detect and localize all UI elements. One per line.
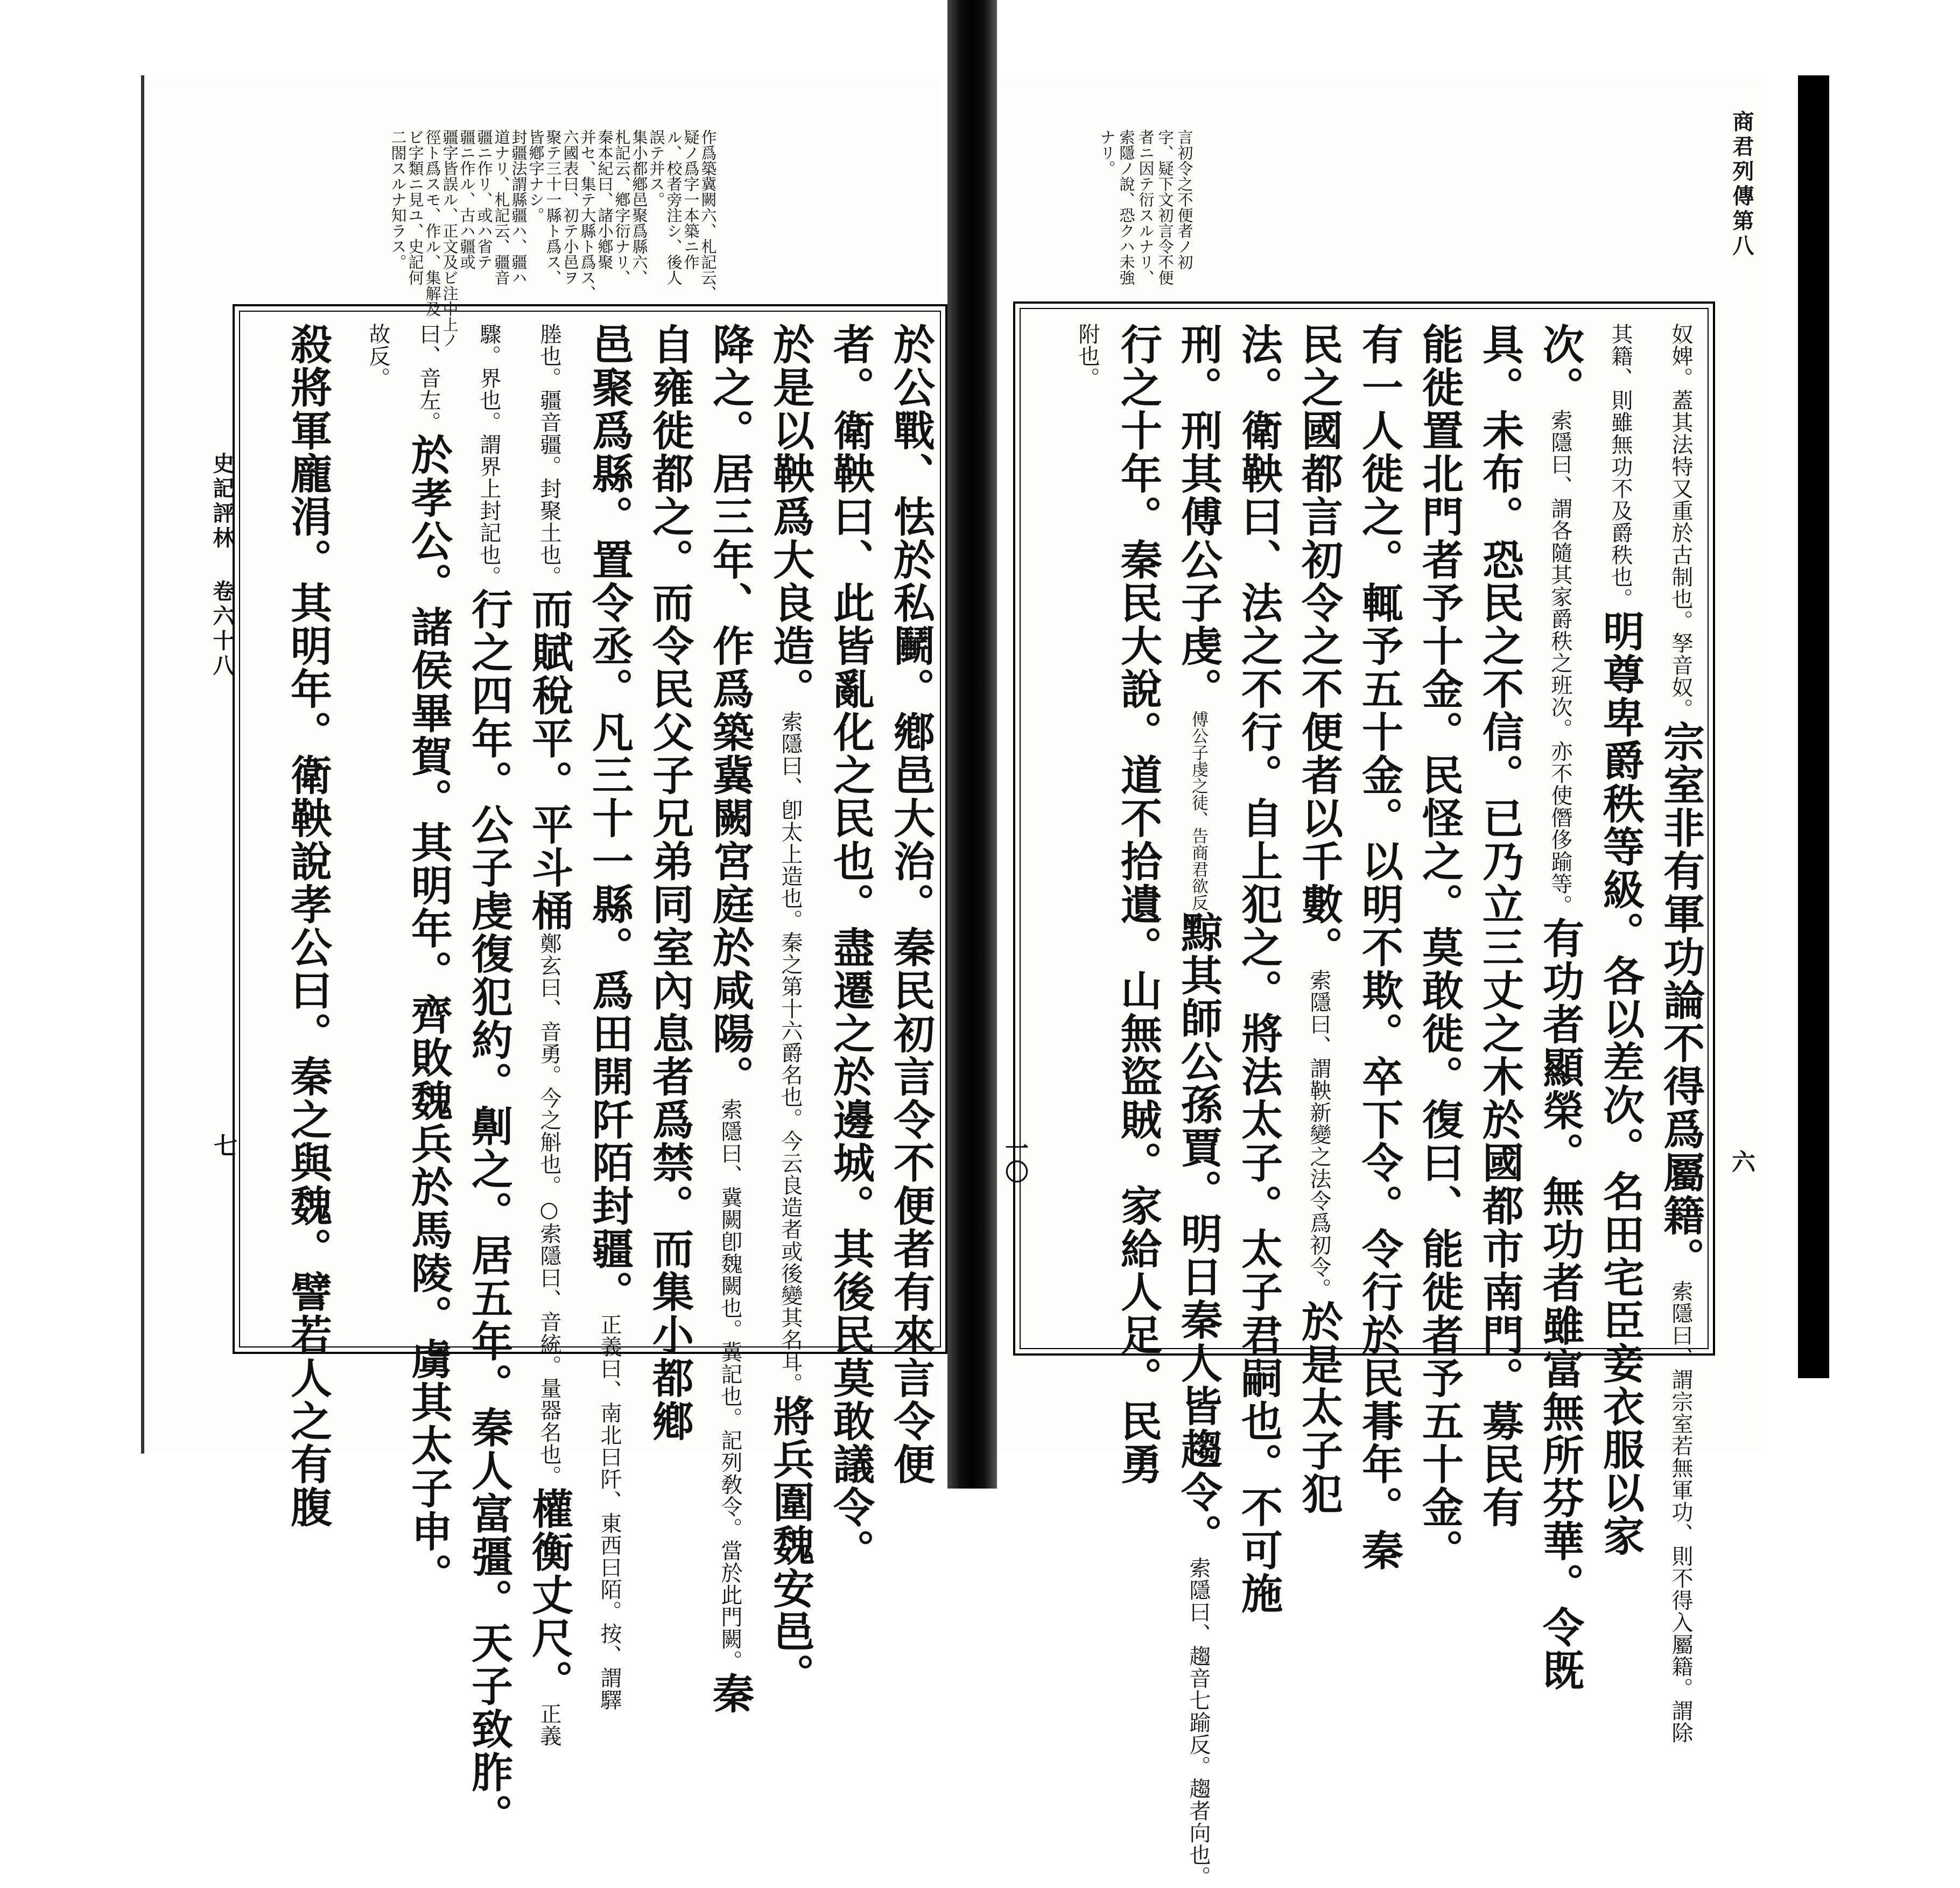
main-text-run: 權衡丈尺。 (525, 1487, 573, 1703)
text-column (340, 323, 389, 1335)
commentary-run: 奴婢。蓋其法特又重於古制也。孥音奴。 (1668, 323, 1693, 720)
main-text-run: 降之。居三年、作爲築冀闕宮庭於咸陽。 (706, 323, 754, 1098)
main-text-run: 刑。刑其傅公子虔。 (1174, 323, 1223, 711)
top-note-line: 封疆法謂縣疆ハ、疆ハ (509, 129, 528, 285)
main-text-run: 有一人徙之。輒予五十金。以明不欺。卒下令。令行於民朞年。秦 (1355, 323, 1403, 1572)
top-note-line: 疆ニ作ル、古ハ疆或 (458, 129, 476, 270)
top-note-line: ビ字類ニ見ユ、史記何 (406, 129, 425, 285)
commentary-run: 其籍、則雖無功不及爵秩也。 (1608, 323, 1633, 610)
top-note-line: 集小都鄕邑聚爲縣六、 (630, 129, 649, 285)
commentary-run: 正義曰、南北曰阡、東西曰陌。按、謂驛 (597, 1314, 622, 1711)
top-note-line: 字、疑下文初言令不便 (1156, 129, 1175, 285)
scan-edge-right (1798, 75, 1829, 1378)
main-text-run: 宗室非有軍功論不得爲屬籍。 (1656, 720, 1705, 1280)
main-text-run: 者。衛鞅曰、此皆亂化之民也。盡遷之於邊城。其後民莫敢議令。 (826, 323, 875, 1572)
right-running-head: 商君列傳第八 (1729, 110, 1754, 259)
top-note-line: 索隱ノ說、恐クハ未強 (1117, 129, 1136, 285)
commentary-run: 索隱曰、卽太上造也。秦之第十六爵名也。今云良造者或後變其名耳。 (778, 711, 803, 1395)
text-column (1592, 323, 1645, 1557)
commentary-run: 索隱曰、謂鞅新變之法令爲初令。 (1306, 969, 1331, 1300)
main-text-run: 將兵圍魏安邑。 (766, 1395, 814, 1696)
main-text-run: 而賦稅平。平斗桶 (525, 588, 573, 932)
text-column (1110, 323, 1162, 1486)
top-note-line: 疆字皆誤ル、正文及ビ注中上ノ (440, 129, 459, 348)
text-column (702, 323, 754, 1715)
left-folio: 七 (209, 1133, 237, 1157)
book-gutter (947, 0, 997, 1489)
main-text-run: 具。未布。恐民之不信。已乃立三丈之木於國都市南門。募民有 (1476, 323, 1524, 1529)
main-text-run: 自雍徙都之。而令民父子兄弟同室內息者爲禁。而集小都鄕 (645, 323, 694, 1443)
main-text-run: 於公戰、怯於私鬭。鄕邑大治。秦民初言令不便者有來言令便 (887, 323, 935, 1486)
main-text-run: 於是太子犯 (1295, 1300, 1343, 1515)
top-note-line: 誤テ并ス。 (647, 129, 666, 207)
text-column (1170, 323, 1223, 1888)
main-text-run: 民之國都言初令之不便者以千數。 (1295, 323, 1343, 969)
main-text-run: 次。 (1536, 323, 1584, 409)
top-note-line: 札記云、鄕字衍ナリ、 (613, 129, 631, 285)
main-text-run: 法。衛鞅曰、法之不行。自上犯之。將法太子。太子君嗣也。不可施 (1234, 323, 1283, 1615)
text-column (280, 323, 332, 1529)
top-note-line: ル、校者旁注シ、後人 (664, 129, 683, 285)
commentary-run: 曰、音左。 (416, 323, 441, 433)
main-text-run: 於是以鞅爲大良造。 (766, 323, 814, 711)
main-text-run: 行之十年。秦民大說。道不拾遺。山無盜賊。家給人足。民勇 (1114, 323, 1162, 1486)
top-note-line: 道ナリ、札記云、疆音 (492, 129, 511, 285)
left-running-head: 史記評林 卷六十八 (209, 452, 235, 679)
commentary-run: 正義 (537, 1703, 561, 1747)
text-column (1231, 323, 1283, 1615)
text-column (823, 323, 875, 1572)
text-column (1411, 323, 1464, 1572)
text-column (1532, 323, 1584, 1692)
main-text-run: 邑聚爲縣。置令丞。凡三十一縣。爲田開阡陌封疆。 (585, 323, 634, 1314)
main-text-run: 秦 (706, 1672, 754, 1715)
commentary-run: 索隱曰、謂宗室若無軍功、則不得入屬籍。謂除 (1668, 1280, 1693, 1744)
top-note-line: 秦本紀曰、諸小鄕聚 (595, 129, 614, 270)
right-folio: 六 (1727, 1149, 1755, 1173)
top-note-line: 疆ニ作リ、或ハ省テ (475, 129, 494, 270)
text-column (883, 323, 935, 1486)
top-note-line: 徑ト爲スモ、作ル、集解及 (423, 129, 442, 317)
text-column (581, 323, 634, 1711)
main-text-run: 能徙置北門者予十金。民怪之。莫敢徙。復曰、能徙者予五十金。 (1415, 323, 1464, 1572)
top-note-line: ナリ。 (1098, 129, 1116, 176)
main-text-run: 黥其師公孫賈。明日秦人皆趨令。 (1174, 911, 1223, 1557)
top-note-line: 作爲築冀闕六、札記云、 (699, 129, 718, 301)
main-text-run: 於孝公。諸侯畢賀。其明年。齊敗魏兵於馬陵。虜其太子申。 (404, 433, 453, 1596)
commentary-run: 鄭玄曰、音勇。今之斛也。○索隱曰、音統。量器名也。 (537, 932, 561, 1487)
main-text-run: 有功者顯榮。無功者雖富無所芬華。令既 (1536, 917, 1584, 1692)
commentary-run: 驟。界也。謂界上封記也。 (476, 323, 501, 588)
top-note-line: 并セ、集テ大縣ト爲ス、 (578, 129, 597, 301)
commentary-run: 索隱曰、趨音七踰反。趨者向也。 (1186, 1557, 1211, 1888)
top-note-line: 二閤スルナ知ラス。 (389, 129, 408, 270)
text-column (521, 323, 573, 1747)
commentary-run: 故反。 (366, 323, 390, 389)
commentary-run: 索隱曰、謂各隨其家爵秩之班次。亦不使僭侈踰等。 (1548, 409, 1572, 917)
text-column (1472, 323, 1524, 1529)
commentary-run: 塍也。疆音疆。封聚土也。 (537, 323, 561, 588)
top-note-line: 疑ノ爲字一本築ニ作 (682, 129, 700, 270)
text-column (642, 323, 694, 1443)
text-column (401, 323, 453, 1596)
commentary-run: 附也。 (1075, 323, 1100, 389)
text-column (762, 323, 814, 1696)
top-note-line: 言初令之不便者ノ初 (1175, 129, 1194, 270)
top-note-line: 皆鄕字ナシ。 (526, 129, 545, 223)
main-text-run: 殺將軍龐涓。其明年。衛鞅說孝公曰。秦之與魏。譬若人之有腹 (284, 323, 332, 1529)
text-column (1291, 323, 1343, 1515)
commentary-run: 傅公子虔之徒、告商君欲反 (1189, 711, 1208, 911)
main-text-run: 明尊卑爵秩等級。各以差次。名田宅臣妾衣服以家 (1596, 610, 1645, 1557)
top-note-line: 聚テ三十一縣ト爲ス、 (544, 129, 563, 285)
gutter-folio: 一〇 (1001, 1136, 1028, 1183)
text-column (1351, 323, 1403, 1572)
text-column (1653, 323, 1705, 1744)
top-note-line: 者ニ因テ衍スルナリ、 (1136, 129, 1155, 285)
text-column (1050, 323, 1098, 1335)
commentary-run: 索隱曰、冀闕卽魏闕也。冀記也。記列敎令。當於此門闕。 (718, 1098, 742, 1672)
top-note-line: 六國表曰、初テ小邑ヲ (561, 129, 580, 285)
main-text-run: 行之四年。公子虔復犯約。劓之。居五年。秦人富彊。天子致胙。 (465, 588, 513, 1837)
text-column (461, 323, 513, 1837)
